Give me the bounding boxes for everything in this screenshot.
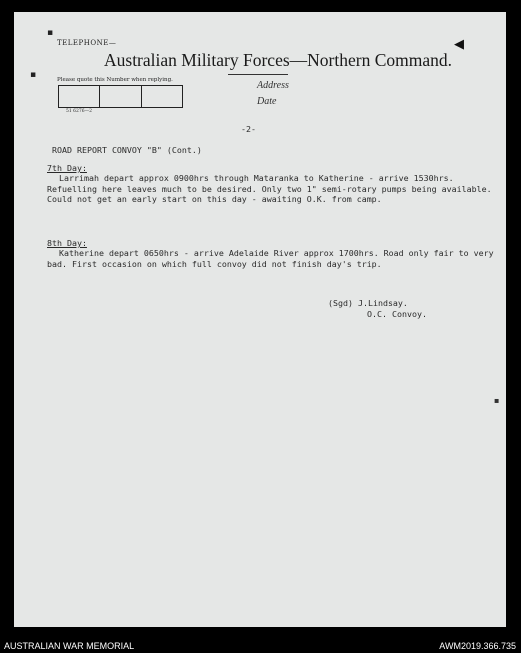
letterhead-title: Australian Military Forces—Northern Command. [104, 50, 452, 70]
page-number: -2- [241, 124, 256, 134]
form-number: 51 6276—2 [66, 109, 92, 114]
accession-number: AWM2019.366.735 [439, 641, 516, 651]
address-rule [228, 74, 288, 75]
signature-name: (Sgd) J.Lindsay. [328, 298, 408, 308]
reference-cell [100, 86, 141, 107]
report-subject: ROAD REPORT CONVOY "B" (Cont.) [52, 145, 202, 155]
day-entry-text: Katherine depart 0650hrs - arrive Adelaide River approx 1700hrs. Road only fair to very bad. First occasion on which full convoy did not finish day's trip. [47, 248, 494, 269]
ink-mark: ▪ [47, 28, 54, 38]
telephone-label: TELEPHONE— [57, 39, 117, 47]
day-entry-text: Larrimah depart approx 0900hrs through Mataranka to Katherine - arrive 1530hrs. Refuelling here leaves much to be desired. Only two 1" semi-rotary pumps being available. Could not get an early start on this day - awaiting O.K. from camp. [47, 173, 492, 204]
document-page [14, 12, 506, 627]
signature-title: O.C. Convoy. [367, 309, 427, 319]
ink-mark: ▪ [494, 396, 500, 405]
date-label: Date [257, 96, 277, 107]
archive-credit: AUSTRALIAN WAR MEMORIAL [4, 641, 135, 651]
ink-mark: ▪ [30, 70, 37, 80]
reference-number-box [58, 85, 183, 108]
day-heading: 8th Day: [47, 238, 87, 248]
quote-number-note: Please quote this Number when replying. [57, 77, 173, 83]
address-label: Address [257, 80, 289, 91]
pen-mark-icon: ◀ [454, 37, 464, 52]
reference-cell [142, 86, 182, 107]
day-heading: 7th Day: [47, 163, 87, 173]
reference-cell [59, 86, 100, 107]
